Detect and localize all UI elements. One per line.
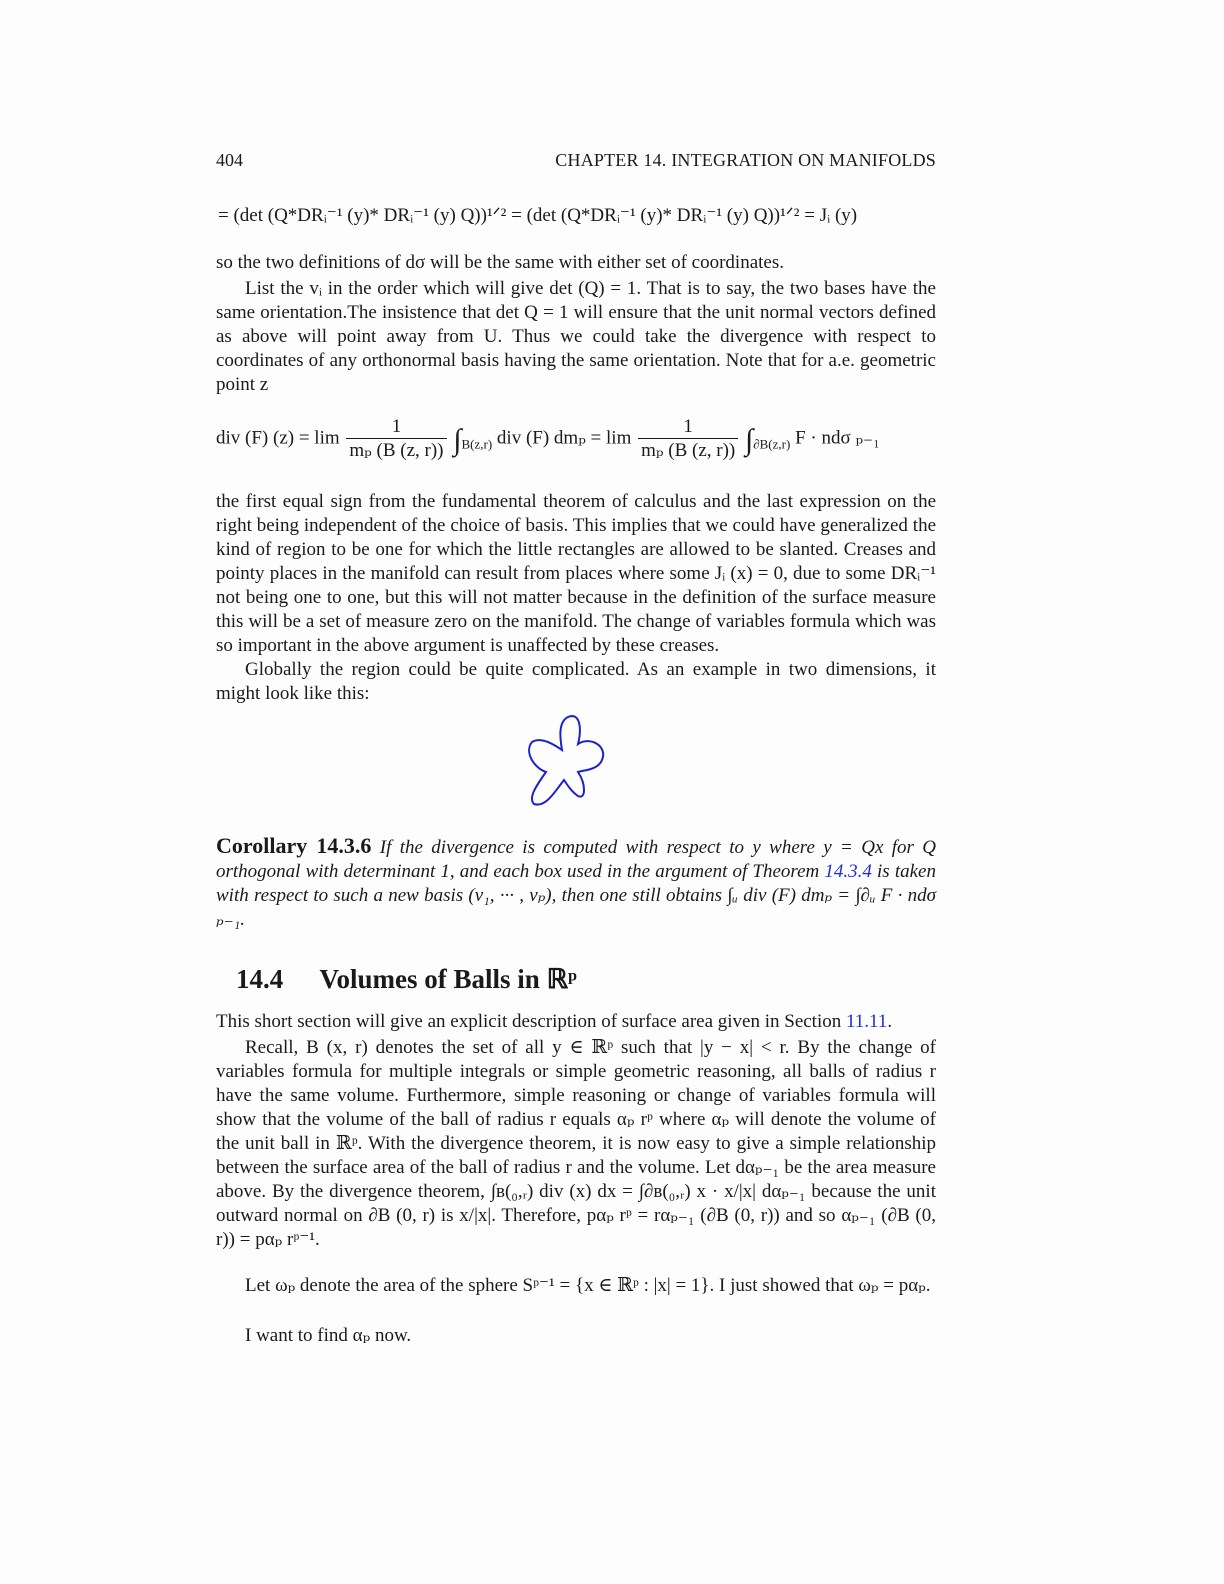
paragraph-8: I want to find αₚ now. <box>245 1325 412 1346</box>
chapter-title: CHAPTER 14. INTEGRATION ON MANIFOLDS <box>555 150 936 170</box>
eq-div-lhs: div (F) (z) = lim <box>216 427 340 449</box>
frac-denominator: mₚ (B (z, r)) <box>641 440 736 461</box>
integral-sign: ∫ <box>453 423 462 457</box>
eq-div-mid: div (F) dmₚ = lim <box>496 427 632 449</box>
page-number: 404 <box>216 150 243 170</box>
paragraph-5-text: This short section will give an explicit description of surface area given in Section <box>216 1011 842 1032</box>
paragraph-2: List the vᵢ in the order which will give det (Q) = 1. That is to say, the two bases have the same orientation.The insistence that det Q = 1 will ensure that the unit normal vectors defined as above will point away from U. Thus we could take the divergence with respect to coordinates of any orthonormal basis having the same orientation. Note that for a.e. geometric point z <box>216 278 936 395</box>
star-region-figure <box>524 710 614 826</box>
corollary-text-2: is taken with respect to such a new basis (v₁, ··· , vₚ), then one still obtains ∫ᵤ div (F) dmₚ = ∫∂ᵤ F · ndσ ₚ₋₁. <box>216 861 936 930</box>
section-link[interactable]: 11.11 <box>846 1011 888 1032</box>
theorem-link[interactable]: 14.3.4 <box>824 861 872 882</box>
frac-numerator: 1 <box>638 416 738 439</box>
paragraph-3: the first equal sign from the fundamental theorem of calculus and the last expression on the right being independent of the choice of basis. This implies that we could have generalized the kind of region to be one for which the little rectangles are allowed to be slanted. Creases and pointy places in the manifold can result from places where some Jᵢ (x) = 0, due to some DRᵢ⁻¹ not being one to one, but this will not matter because in the definition of the surface measure this will be a set of measure zero on the manifold. The change of variables formula which was so important in the above argument is unaffected by these creases. <box>216 491 936 656</box>
star-region-outline <box>529 716 603 805</box>
paragraph-4: Globally the region could be quite complicated. As an example in two dimensions, it might look like this: <box>216 659 936 704</box>
section-number: 14.4 <box>236 964 284 994</box>
paragraph-5-end: . <box>887 1011 893 1032</box>
integral-sign: ∫ <box>744 423 754 457</box>
paragraph-5 <box>216 1010 936 1034</box>
corollary-text-1: If the divergence is computed with respect to y where y = Qx for Q orthogonal with determinant 1, and each box used in the argument of Theorem <box>216 837 937 882</box>
frac-numerator: 1 <box>346 416 446 439</box>
corollary-block <box>216 834 936 932</box>
paragraph-1: so the two definitions of dσ will be the same with either set of coordinates. <box>216 252 784 273</box>
corollary-label: Corollary 14.3.6 <box>216 833 372 858</box>
integral-2-domain: ∂B(z,r) <box>753 436 791 452</box>
paragraph-7: Let ωₚ denote the area of the sphere Sᵖ⁻¹ = {x ∈ ℝᵖ : |x| = 1}. I just showed that ωₚ = pαₚ. <box>245 1275 931 1296</box>
eq-div-rhs: F · ndσ ₚ₋₁ <box>795 427 880 449</box>
section-heading <box>236 964 577 995</box>
paragraph-6: Recall, B (x, r) denotes the set of all y ∈ ℝᵖ such that |y − x| < r. By the change of variables formula for multiple integrals or simple geometric reasoning, all balls of radius r have the same volume. Furthermore, simple reasoning or change of variables formula will show that the volume of the ball of radius r equals αₚ rᵖ where αₚ will denote the volume of the unit ball in ℝᵖ. With the divergence theorem, it is now easy to give a simple relationship between the surface area of the ball of radius r and the volume. Let dαₚ₋₁ be the area measure above. By the divergence theorem, ∫ʙ(₀,ᵣ) div (x) dx = ∫∂ʙ(₀,ᵣ) x · x/|x| dαₚ₋₁ because the unit outward normal on ∂B (0, r) is x/|x|. Therefore, pαₚ rᵖ = rαₚ₋₁ (∂B (0, r)) and so αₚ₋₁ (∂B (0, r)) = pαₚ rᵖ⁻¹. <box>216 1037 936 1250</box>
equation-jacobian: = (det (Q*DRᵢ⁻¹ (y)* DRᵢ⁻¹ (y) Q))¹ᐟ² = (det (Q*DRᵢ⁻¹ (y)* DRᵢ⁻¹ (y) Q))¹ᐟ² = Jᵢ (y) <box>218 205 858 226</box>
equation-divergence <box>216 416 880 462</box>
section-title: Volumes of Balls in ℝᵖ <box>319 964 577 994</box>
eq-div-fraction-1 <box>346 416 446 462</box>
frac-denominator: mₚ (B (z, r)) <box>349 440 444 461</box>
integral-1-domain: B(z,r) <box>461 436 493 452</box>
eq-div-fraction-2 <box>638 416 738 462</box>
